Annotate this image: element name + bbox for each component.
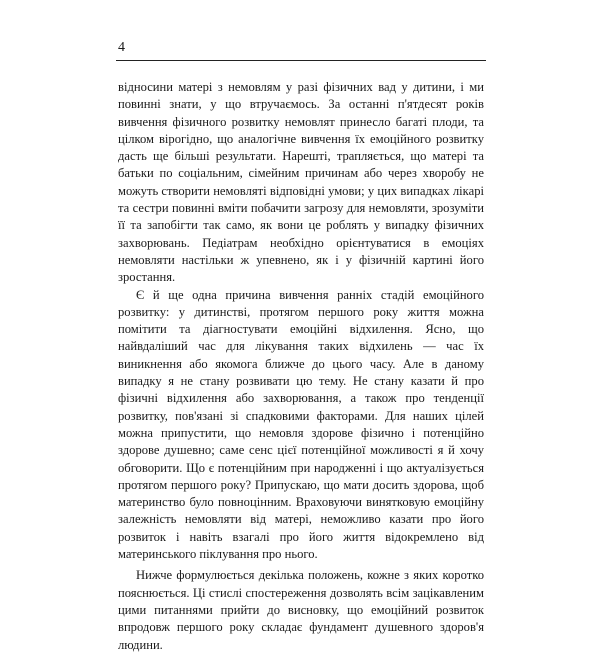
page-number: 4	[118, 40, 125, 55]
header-rule	[116, 60, 486, 61]
paragraph-3: Нижче формулюється декілька положень, кожне з яких коротко пояснюється. Ці стислі спостереження дозволять всім зацікавленим цими питаннями прийти до висновку, що емоційний розвиток впродовж першого року складає фундамент душевного здоров'я людини.	[118, 568, 484, 652]
page-body-text	[118, 79, 484, 654]
paragraph-2: Є й ще одна причина вивчення ранніх стадій емоційного розвитку: у дитинстві, протягом першого року життя можна помітити та діагностувати емоційні відхилення. Ясно, що найвдаліший час для лікування таких відхилень — час їх виникнення або якомога ближче до цього часу. Але в даному випадку я не стану розвивати цю тему. Не стану казати й про фізичні відхилення або захворювання, а також про тенденції розвитку, пов'язані зі спадковими факторами. Для наших цілей можна припустити, що немовля здорове фізично і потенційно здорове душевно; саме сенс цієї потенційної можливості я й хочу обговорити. Що є потенційним при народженні і що актуалізується протягом першого року? Припускаю, що мати досить здорова, щоб материнство було повноцінним. Враховуючи винятковую емоційну залежність немовляти від матері, неможливо казати про його розвиток і навіть взагалі про його життя відокремлено від материнського піклування про нього.	[118, 287, 484, 562]
paragraph-1: відносини матері з немовлям у разі фізичних вад у дитини, і ми повинні знати, у що втручаємось. За останні п'ятдесят років вивчення фізичного розвитку немовлят принесло багаті плоди, та цілком вірогідно, що аналогічне вивчення їх емоційного розвитку дасть ще більші результати. Нарешті, трапляється, що матері та батьки по соціальним, сімейним причинам або через хворобу не можуть створити немовляті відповідні умови; у цих випадках лікарі та сестри повинні вміти побачити загрозу для немовляти, зрозуміти її та запобігти так само, як вони це роблять у випадку фізичних захворювань. Педіатрам необхідно орієнтуватися в емоціях немовляти настільки ж упевнено, як і у фізичній картині його зростання.	[118, 80, 484, 285]
